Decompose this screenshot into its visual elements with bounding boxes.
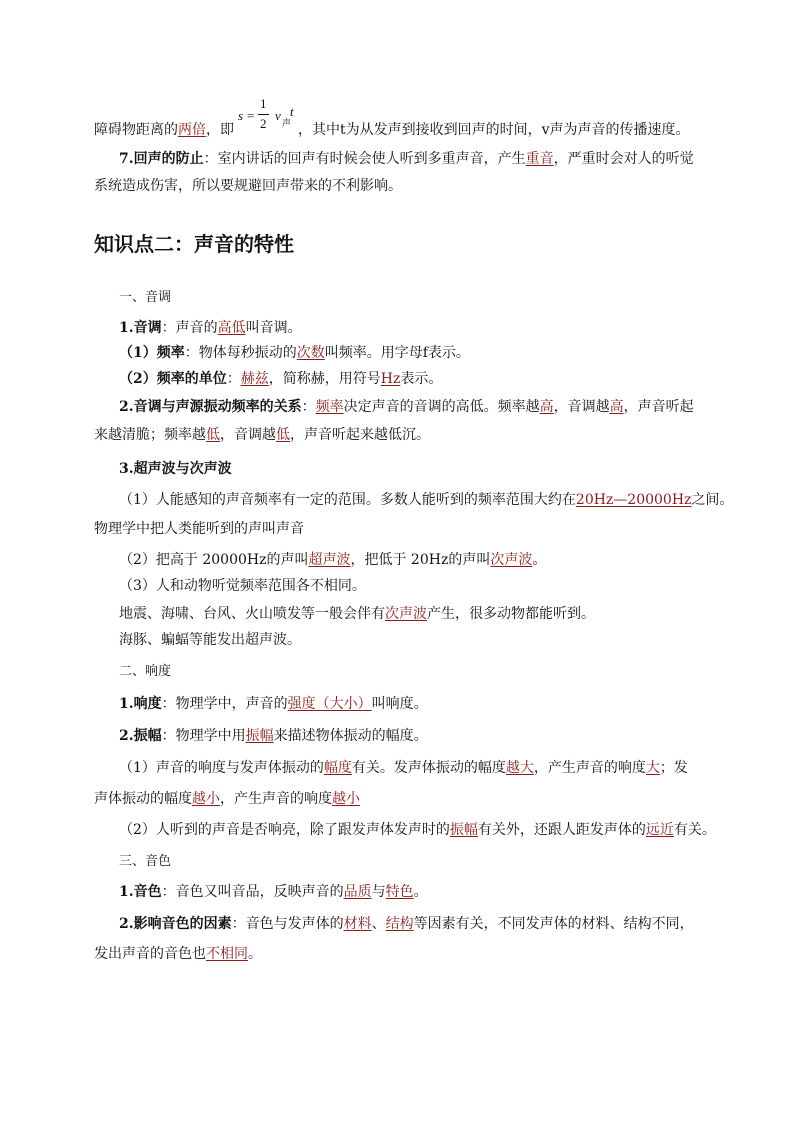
formula-numerator: 1	[260, 96, 267, 111]
answer-blank: 高	[609, 399, 624, 415]
answer-blank: 远近	[645, 822, 674, 838]
formula-s: s	[238, 108, 244, 123]
text: （2）把高于 20000Hz的声叫	[119, 552, 309, 568]
answer-blank: 低	[276, 427, 290, 443]
paragraph-echo-prevention	[119, 149, 694, 169]
text: ，产生声音的响度	[533, 760, 646, 776]
timbre-factors	[119, 914, 694, 934]
text: ：物理学中，声音的	[161, 696, 288, 712]
hearing-ranges-differ: （3）人和动物听觉频率范围各不相同。	[119, 578, 366, 594]
text: ，即	[206, 122, 234, 138]
text: ：	[301, 399, 316, 415]
loudness-definition	[119, 694, 428, 714]
infrasound-examples	[119, 604, 595, 624]
answer-blank: 幅度	[323, 760, 352, 776]
timbre-definition	[119, 882, 428, 902]
pitch-frequency-relation-cont	[94, 425, 430, 445]
text: 等因素有关，不同发声体的材料、结构不同，	[413, 916, 694, 932]
text: ，声音听起来越低沉。	[290, 427, 430, 443]
text: 发出声音的音色也	[94, 946, 206, 962]
text: （2）人听到的声音是否响亮，除了跟发声体发声时的	[119, 822, 450, 838]
answer-blank: 次数	[296, 345, 325, 361]
timbre-factors-cont	[94, 944, 262, 964]
loudness-amplitude-relation-cont	[94, 789, 360, 809]
text: 。	[413, 884, 428, 900]
subsection-timbre: 三、音色	[119, 854, 172, 869]
text: ：声音的	[161, 320, 218, 336]
answer-blank: 品质	[343, 884, 372, 900]
text: ，声音听起	[623, 399, 694, 415]
paragraph-echo-distance	[94, 120, 690, 140]
answer-blank: 赫兹	[240, 371, 269, 387]
formula-v: v	[275, 108, 281, 123]
formula-subscript: 声	[282, 118, 292, 128]
text: ：音色与发声体的	[231, 916, 344, 932]
paragraph-echo-prevention-cont	[94, 176, 402, 196]
answer-blank: 频率	[315, 399, 344, 415]
term-label: 1.音色	[119, 884, 162, 900]
term-label: 1.响度	[119, 696, 162, 712]
ultrasound-infrasound-heading: 3.超声波与次声波	[119, 461, 232, 477]
answer-blank: 20Hz—20000Hz	[575, 492, 692, 508]
answer-blank: 越小	[192, 791, 220, 807]
ultrasound-definition	[119, 550, 546, 570]
term-label: 2.振幅	[119, 728, 162, 744]
loudness-distance-relation	[119, 820, 716, 840]
text: 有关。发声体振动的幅度	[351, 760, 506, 776]
answer-blank: 大	[645, 760, 660, 776]
text: 障碍物距离的	[94, 122, 178, 138]
term-label: （1）频率	[119, 345, 185, 361]
answer-blank: 不相同	[206, 946, 248, 962]
answer-blank: 次声波	[490, 552, 533, 568]
answer-blank: 低	[206, 427, 220, 443]
text: ：物理学中用	[161, 728, 246, 744]
text: ，音调越	[553, 399, 610, 415]
answer-blank: 强度（大小）	[287, 696, 372, 712]
text: ，简称赫，用符号	[268, 371, 381, 387]
loudness-amplitude-relation	[119, 758, 688, 778]
text: 。	[248, 946, 262, 962]
text: 声体振动的幅度	[94, 791, 192, 807]
text: 叫频率。用字母f表示。	[324, 345, 470, 361]
text: 地震、海啸、台风、火山喷发等一般会伴有	[119, 606, 385, 622]
text: ：物体每秒振动的	[184, 345, 297, 361]
text: 与	[371, 884, 386, 900]
text: （1）人能感知的声音频率有一定的范围。多数人能听到的频率范围大约在	[119, 492, 576, 508]
answer-blank: 材料	[343, 916, 372, 932]
pitch-frequency-relation	[119, 397, 694, 417]
text: ，产生声音的响度	[220, 791, 332, 807]
ultrasound-examples: 海豚、蝙蝠等能发出超声波。	[119, 632, 301, 648]
answer-blank: 重音	[525, 151, 554, 167]
formula-t: t	[290, 104, 294, 119]
answer-blank: 振幅	[245, 728, 274, 744]
text: 有关。	[673, 822, 716, 838]
frequency-unit	[119, 369, 442, 389]
text: 叫响度。	[371, 696, 428, 712]
text: 叫音调。	[245, 320, 302, 336]
answer-blank: 结构	[385, 916, 414, 932]
text: 之间。	[691, 492, 734, 508]
text: 有关外，还跟人距发声体的	[477, 822, 646, 838]
answer-blank: 高	[539, 399, 554, 415]
text: ，音调越	[220, 427, 276, 443]
text: ：音色又叫音品，反映声音的	[161, 884, 344, 900]
formula-equals: =	[247, 108, 255, 123]
section-heading: 知识点二：声音的特性	[94, 232, 294, 256]
text: 来越清脆；频率越	[94, 427, 206, 443]
fraction-bar	[258, 114, 269, 115]
term-label: 1.音调	[119, 320, 162, 336]
answer-blank: 越小	[332, 791, 360, 807]
frequency-definition	[119, 343, 470, 363]
subsection-loudness: 二、响度	[119, 664, 172, 679]
amplitude-definition	[119, 726, 428, 746]
text: 产生，很多动物都能听到。	[427, 606, 595, 622]
answer-blank: 振幅	[449, 822, 478, 838]
text: ；发	[659, 760, 688, 776]
answer-blank: 次声波	[385, 606, 427, 622]
pitch-definition	[119, 318, 302, 338]
subsection-pitch: 一、音调	[119, 290, 172, 305]
text: ，其中t为从发声到接收到回声的时间，v声为声音的传播速度。	[298, 122, 690, 138]
text: 表示。	[400, 371, 443, 387]
text: 决定声音的音调的高低。频率越	[343, 399, 540, 415]
text: 系统造成伤害，所以要规避回声带来的不利影响。	[94, 178, 402, 194]
text: ：	[226, 371, 241, 387]
text: ，严重时会对人的听觉	[553, 151, 694, 167]
term-label: （2）频率的单位	[119, 371, 227, 387]
answer-blank: 超声波	[308, 552, 351, 568]
answer-blank: 两倍	[178, 122, 206, 138]
text: 、	[371, 916, 386, 932]
text: 来描述物体振动的幅度。	[273, 728, 428, 744]
term-label: 2.音调与声源振动频率的关系	[119, 399, 302, 415]
answer-blank: 特色	[385, 884, 414, 900]
term-label: 7.回声的防止	[119, 151, 204, 167]
answer-blank: 越大	[505, 760, 534, 776]
text: （1）声音的响度与发声体振动的	[119, 760, 324, 776]
answer-blank: 高低	[217, 320, 246, 336]
formula-denominator: 2	[260, 116, 267, 131]
term-label: 2.影响音色的因素	[119, 916, 232, 932]
text: 。	[532, 552, 547, 568]
text: ：室内讲话的回声有时候会使人听到多重声音，产生	[203, 151, 526, 167]
hearing-range	[119, 490, 733, 510]
answer-blank: Hz	[380, 371, 401, 387]
hearing-range-cont: 物理学中把人类能听到的声叫声音	[94, 521, 304, 537]
text: ，把低于 20Hz的声叫	[350, 552, 491, 568]
